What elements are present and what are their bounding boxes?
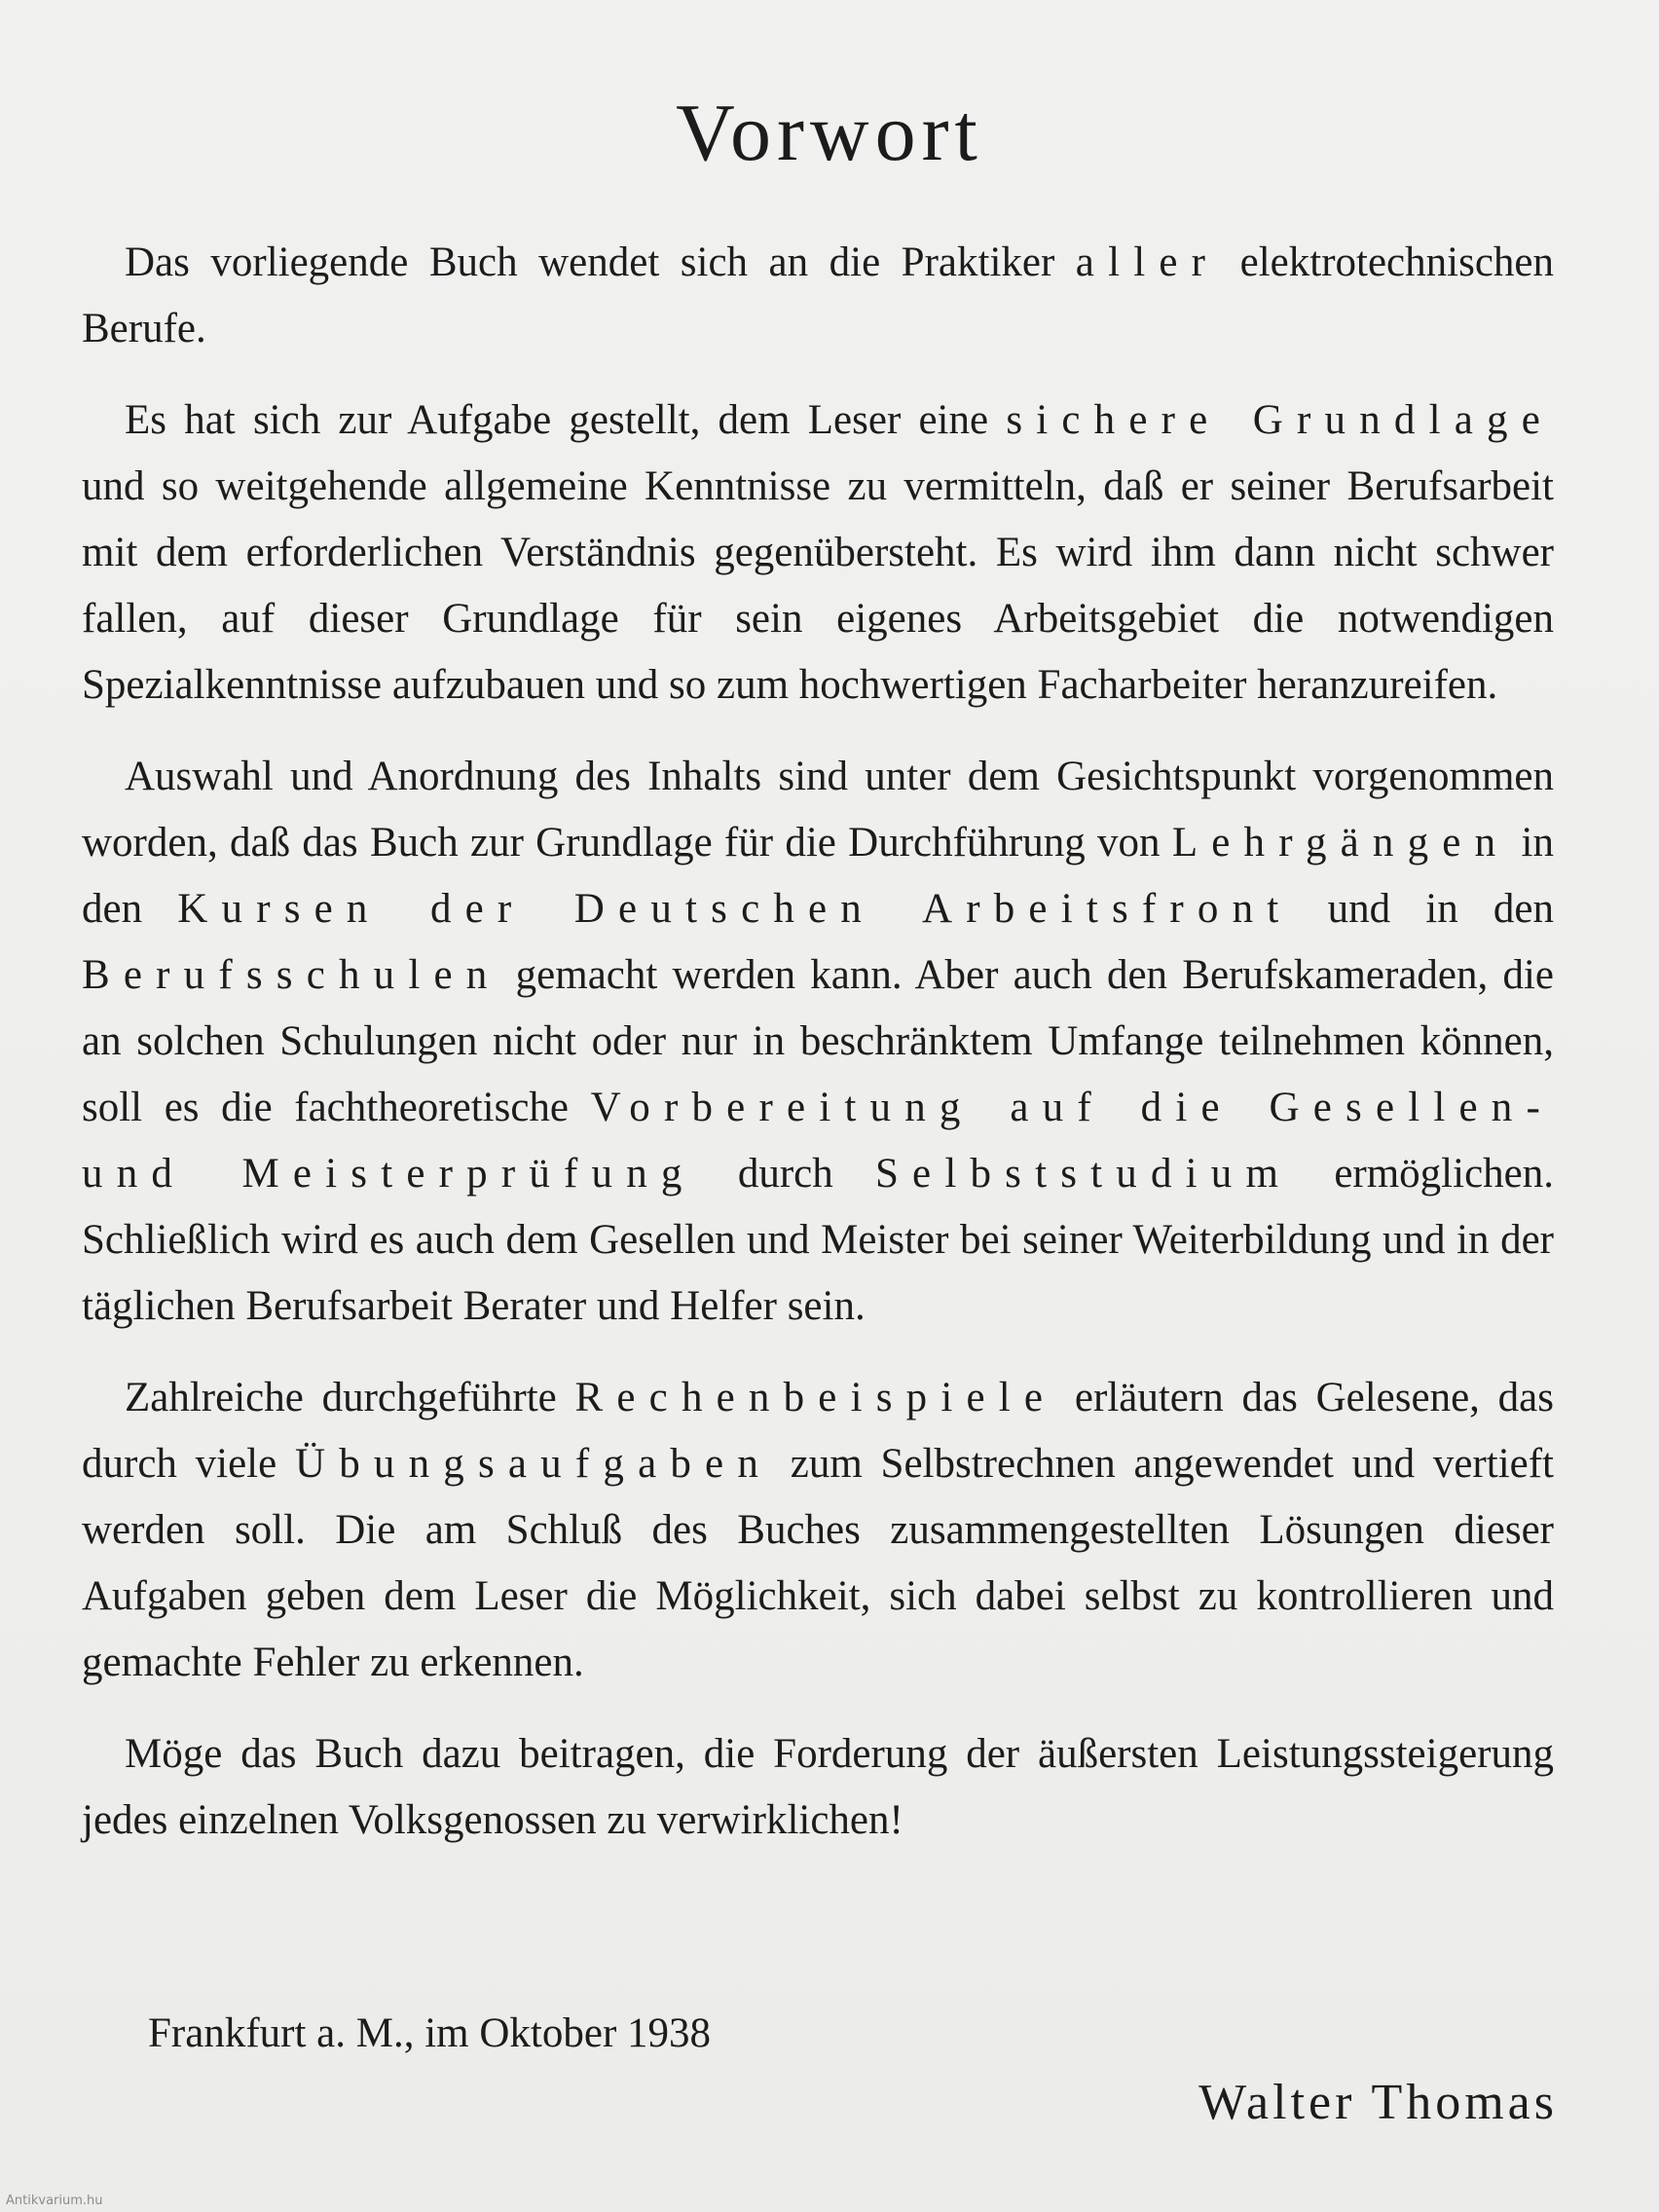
author-signature: Walter Thomas [1198,2075,1558,2130]
text-run: Zahlreiche durchgeführte [125,1375,575,1420]
spaced-emphasis: Vorbereitung auf die Gesellen- und Meisterprüfung [82,1085,1554,1197]
text-run: und so weitgehende allgemeine Kenntnisse zu vermitteln, daß er seiner Berufsarbeit mit dem erforderlichen Verständnis gegenübersteht. Es wird ihm dann nicht schwer fallen, auf dieser Grundlage für sein eigenes Arbeitsgebiet die notwendigen Spezialkenntnisse aufzubauen und so zum hochwertigen Facharbeiter heranzureifen. [82,463,1554,708]
place-and-date: Frankfurt a. M., im Oktober 1938 [148,2010,712,2056]
paragraph-1 [82,230,1554,362]
text-run: ermöglichen. Schließlich wird es auch dem Gesellen und Meister bei seiner Weiterbildung und in der täglichen Berufsarbeit Berater und Helfer sein. [82,1151,1554,1329]
preface-body [82,230,1554,1879]
text-run: erläutern das Gelesene, das durch viele [82,1375,1554,1487]
page-title: Vorwort [676,88,983,178]
spaced-emphasis: Lehrgängen [1171,820,1510,866]
text-run: in den [82,820,1555,932]
text-run: durch [695,1151,875,1197]
spaced-emphasis: sichere Grundlage [1006,397,1554,443]
text-run: Möge das Buch dazu beitragen, die Forderung der äußersten Leistungssteigerung jedes einzelnen Volksgenossen zu verwirklichen! [82,1731,1554,1843]
text-run: zum Selbstrechnen angewendet und vertieft werden soll. Die am Schluß des Buches zusammengestellten Lösungen dieser Aufgaben geben dem Leser die Möglichkeit, sich dabei selbst zu kontrollieren und gemachte Fehler zu erkennen. [82,1441,1554,1685]
text-run: gemacht werden kann. Aber auch den Berufskameraden, die an solchen Schulungen nicht oder nur in beschränktem Umfange teilnehmen können, soll es die fachtheoretische [82,952,1554,1130]
spaced-emphasis: Kursen der Deutschen Arbeitsfront [177,886,1293,932]
text-run: Auswahl und Anordnung des Inhalts sind unter dem Gesichtspunkt vorgenommen worden, daß das Buch zur Grundlage für die Durchführung von [82,754,1554,866]
text-run: Es hat sich zur Aufgabe gestellt, dem Leser eine [125,397,1007,443]
paragraph-2 [82,387,1554,719]
spaced-emphasis: Selbststudium [874,1151,1293,1197]
spaced-emphasis: aller [1075,240,1220,285]
spaced-emphasis: Übungsaufgaben [294,1441,773,1487]
paragraph-4 [82,1365,1554,1696]
text-run: elektrotechnischen Berufe. [82,240,1554,351]
text-run: Das vorliegende Buch wendet sich an die Praktiker [125,240,1076,285]
spaced-emphasis: Berufsschulen [82,952,501,998]
paragraph-3 [82,744,1554,1340]
watermark: Antikvarium.hu [6,2194,103,2208]
text-run: und in den [1292,886,1554,932]
paragraph-5 [82,1721,1554,1854]
spaced-emphasis: Rechenbeispiele [574,1375,1057,1420]
